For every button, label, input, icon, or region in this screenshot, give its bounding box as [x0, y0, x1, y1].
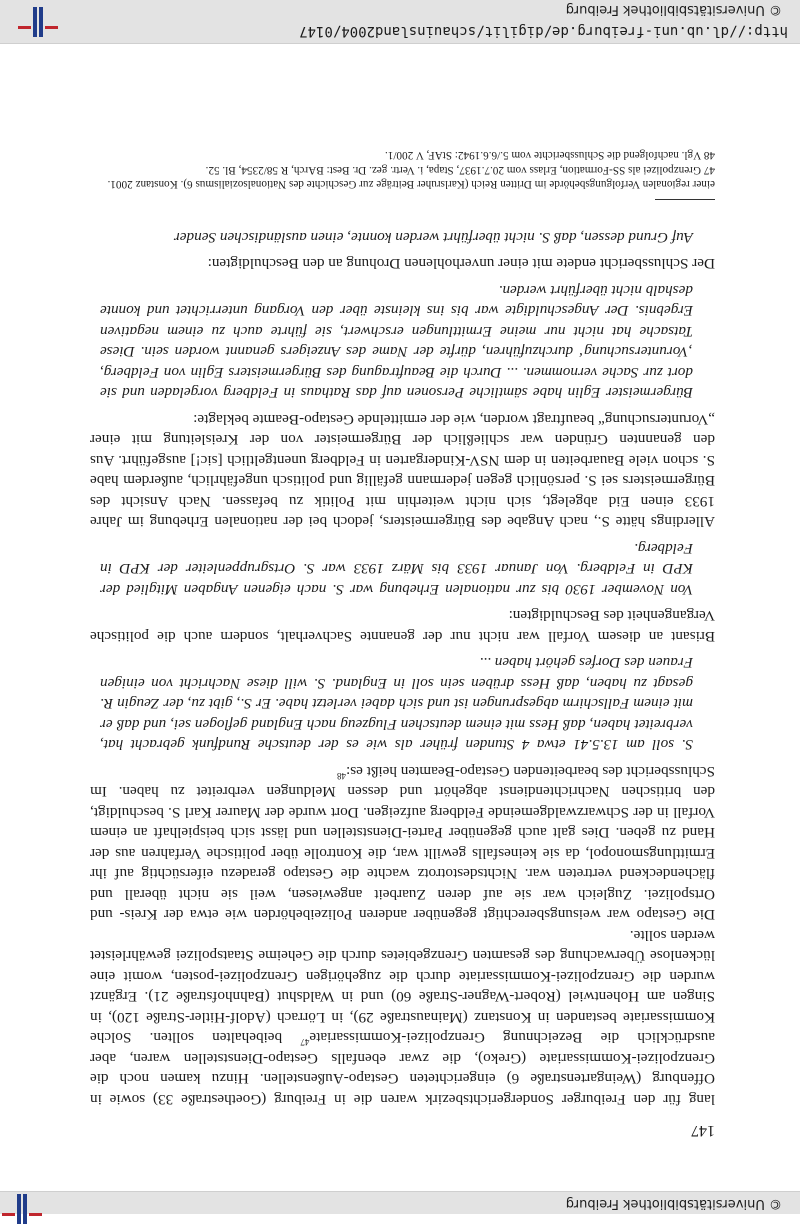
- body-paragraph: Allerdings hätte S., nach Angabe des Bürgermeisters, jedoch bei der nationalen Erhebung im Jahre 1933 einen Eid abgelegt, sich nicht weiterhin mit Politik zu befassen. Nach Ansicht des Bürgermeisters sei S. persönlich gegen jedermann gefällig und politisch ungefährlich, außerdem habe S. schon viele Bauarbeiten in dem NSV-Kindergarten in Feldberg unentgeltlich [sic!] ausgeführt. Aus den genannten Gründen war schließlich der Bürgermeister von der Kreisleitung mit einer „Voruntersuchung“ beauftragt worden, wie der ermittelnde Gestapo-Beamte beklagte:: [90, 411, 715, 531]
- block-quote: S. soll am 13.5.41 etwa 4 Stunden früher als wie es der deutsche Rundfunk gebracht hat, verbreitet haben, daß Hess mit einem deutschen Flugzeug nach England geflogen sei, und daß er mit einem Fallschirm abgesprungen ist und sich dabei verletzt habe. Er S., gibt zu, der Zeugin R. gesagt zu haben, daß Hess drüben sein soll in England. S. will diese Nachricht von einigen Frauen des Dorfes gehört haben ...: [100, 654, 693, 754]
- block-quote: Bürgermeister Eglin habe sämtliche Personen auf das Rathaus in Feldberg vorgeladen und sie dort zur Sache vernommen. ... Durch die Beauftragung des Bürgermeisters Eglin von Feldberg, ‚Voruntersuchung‘ durchzuführen, dürfte der Name des Anzeigers genannt worden sein. Diese Tatsache hat nicht nur meine Ermittlungen erschwert, sie führte auch zu einem negativen Ergebnis. Der Angeschuldigte war bis ins kleinste über den Vorgang unterrichtet und konnte deshalb nicht überführt werden.: [100, 282, 693, 402]
- footnote-marker[interactable]: 48: [336, 771, 346, 782]
- viewer-footer-bar: [0, 0, 800, 44]
- copyright-notice: © Universitätsbibliothek Freiburg: [565, 1196, 782, 1211]
- body-paragraph: lang für den Freiburger Sondergerichtsbezirk waren die in Freiburg (Goethestraße 33) sowie in Offenburg (Weingartenstraße 6) eingerichteten Gestapo-Außenstellen. Hinzu kamen noch die Grenzpolizei-Kommissariate (Greko), die zwar ebenfalls Gestapo-Dienststellen waren, aber ausdrücklich die Bezeichnung Grenzpolizei-Kommissariate$^{47}$ beibehalten sollten. Solche Kommissariate bestanden in Konstanz (Mainaustraße 29), in Lörrach (Adolf-Hitler-Straße 120), in Singen am Hohentwiel (Robert-Wagner-Straße 60) und in Waldshut (Bahnhofstraße 21). Ergänzt wurden die Grenzpolizei-Kommissariate durch die zugehörigen Grenzpolizei-posten, womit eine lückenlose Überwachung des gesamten Grenzgebietes durch die Geheime Staatspolizei gewährleistet werden sollte.: [90, 927, 715, 1108]
- block-quote: Auf Grund dessen, daß S. nicht überführt werden konnte, einen ausländischen Sender: [173, 229, 693, 246]
- body-paragraph: Brisant an diesem Vorfall war nicht nur der genannte Sachverhalt, sondern auch die politische Vergangenheit des Beschuldigten:: [90, 607, 715, 645]
- viewer-header-bar: [0, 1191, 800, 1214]
- body-paragraph: Die Gestapo war weisungsberechtigt gegenüber anderen Polizeibehörden wie etwa der Kreis- und Ortspolizei. Zugleich war sie auf deren Zuarbeit angewiesen, weil sie nicht überall und flächendeckend vertreten war. Nichtsdestotrotz wachte die Gestapo geradezu eifersüchtig auf ihr Ermittlungsmonopol, da sie keinesfalls gewillt war, die Kontrolle über politische Verfahren aus der Hand zu geben. Dies galt auch gegenüber Partei-Dienststellen und lässt sich beispielhaft an einem Vorfall in der Schwarzwaldgemeinde Feldberg aufzeigen. Dort wurde der Maurer Karl S. beschuldigt, den britischen Nachrichtendienst abgehört und dessen Meldungen verbreitet zu haben. Im Schlussbericht des bearbeitenden Gestapo-Beamten heißt es:$^{48}$: [90, 763, 715, 924]
- footnote-marker[interactable]: 47: [300, 1037, 310, 1048]
- library-logo-icon: [0, 1192, 42, 1226]
- footnote: 47 Grenzpolizei als SS-Formation, Erlass vom 20.7.1937, Stapa, i. Vertr. gez. Dr. Best: BArch, R 58/2354, Bl. 52.: [205, 164, 715, 176]
- footnote-divider: [655, 200, 715, 201]
- footnote: 48 Vgl. nachfolgend die Schlussberichte vom 5./6.6.1942: StAF, V 200/1.: [384, 149, 715, 162]
- block-quote: Von November 1930 bis zur nationalen Erhebung war S. nach eigenen Angaben Mitglied der KPD in Feldberg. Von Januar 1933 bis März 1933 war S. Ortsgruppenleiter der KPD in Feldberg.: [100, 540, 693, 598]
- document-url[interactable]: http://dl.ub.uni-freiburg.de/digilit/schauinsland2004/0147: [299, 23, 788, 39]
- body-paragraph: Der Schlussbericht endete mit einer unverhohlenen Drohung an den Beschuldigten:: [207, 255, 715, 273]
- document-page: [90, 148, 715, 1139]
- library-logo-icon: [16, 5, 58, 39]
- copyright-notice: © Universitätsbibliothek Freiburg: [565, 2, 782, 17]
- page-number: 147: [691, 1122, 715, 1139]
- footnote: einer regionalen Verfolgungsbehörde im Dritten Reich (Karlsruher Beiträge zur Geschichte des Nationalsozialismus 6). Konstanz 2001.: [107, 178, 715, 191]
